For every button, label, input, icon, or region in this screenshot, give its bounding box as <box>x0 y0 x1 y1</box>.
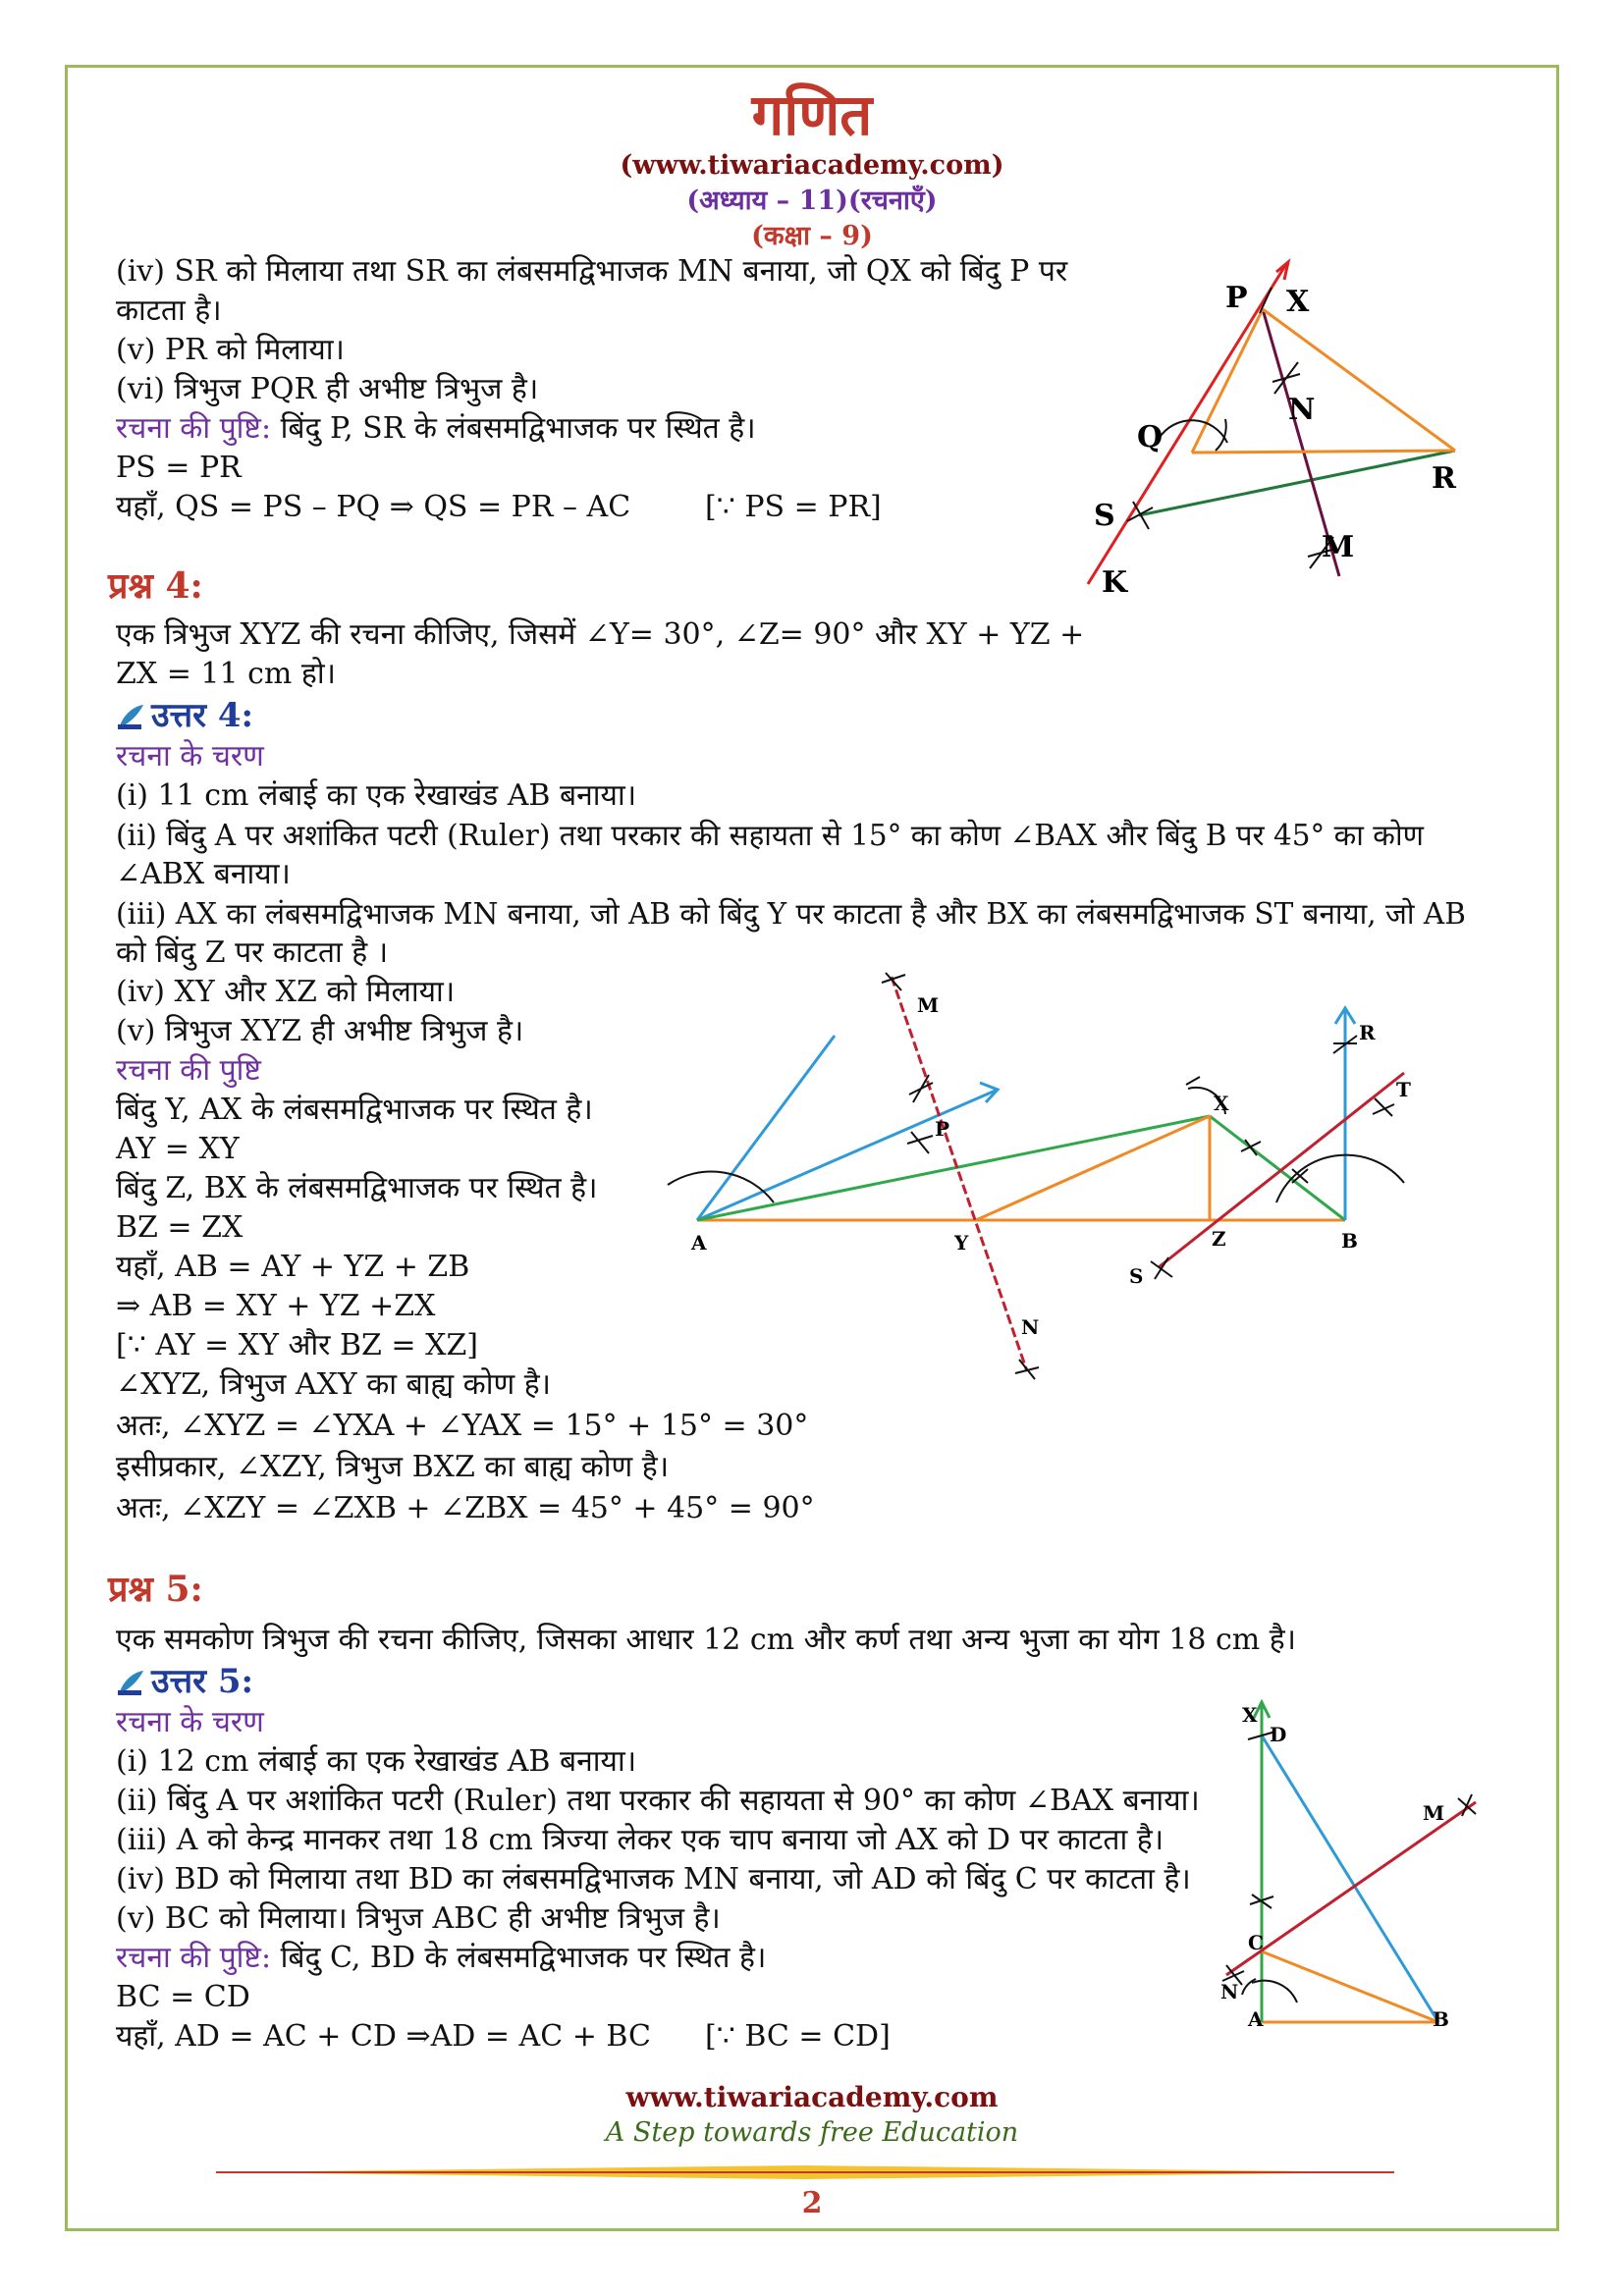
construction-figure-abc <box>1213 1688 1497 2042</box>
a4-step-v: (v) त्रिभुज XYZ ही अभीष्ट त्रिभुज है। <box>116 1014 524 1048</box>
label-p: P <box>1225 281 1248 315</box>
label-a: A <box>1248 2007 1264 2031</box>
equation: यहाँ, AD = AC + CD ⇒AD = AC + BC <box>116 2019 651 2054</box>
question-4-heading: प्रश्न 4: <box>108 565 203 607</box>
label-k: K <box>1102 565 1128 600</box>
a4-verify-line: [∵ AY = XY और BZ = XZ] <box>116 1328 478 1362</box>
a4-verify-line: AY = XY <box>116 1132 240 1166</box>
equation: यहाँ, QS = PS – PQ ⇒ QS = PR – AC <box>116 490 631 524</box>
a5-step-iii: (iii) A को केन्द्र मानकर तथा 18 cm त्रिज्या लेकर एक चाप बनाया जो AX को D पर काटता है। <box>116 1823 1164 1857</box>
class-label: (कक्षा – 9) <box>751 221 873 251</box>
steps-title: रचना के चरण <box>116 739 264 774</box>
steps-title: रचना के चरण <box>116 1705 264 1739</box>
step-vi: (vi) त्रिभुज PQR ही अभीष्ट त्रिभुज है। <box>116 372 539 406</box>
a4-step-iv: (iv) XY और XZ को मिलाया। <box>116 975 456 1009</box>
equation: PS = PR <box>116 451 242 485</box>
a4-verify-line: ⇒ AB = XY + YZ +ZX <box>116 1289 436 1323</box>
equation-reason: [∵ BC = CD] <box>705 2019 891 2054</box>
feather-logo-icon <box>116 703 145 730</box>
a4-verify-line: ∠XYZ, त्रिभुज AXY का बाह्य कोण है। <box>116 1367 551 1402</box>
verification-text: बिंदु C, BD के लंबसमद्विभाजक पर स्थित है। <box>271 1941 767 1975</box>
verification-label: रचना की पुष्टि: <box>116 411 272 446</box>
label-n: N <box>1021 1315 1040 1339</box>
a4-step-i: (i) 11 cm लंबाई का एक रेखाखंड AB बनाया। <box>116 778 637 813</box>
a4-step-iii-line2: को बिंदु Z पर काटता है । <box>116 935 389 970</box>
a5-step-iv: (iv) BD को मिलाया तथा BD का लंबसमद्विभाजक MN बनाया, जो AD को बिंदु C पर काटता है। <box>116 1862 1191 1896</box>
construction-figure-xyz <box>648 967 1424 1389</box>
page-number: 2 <box>801 2186 823 2220</box>
label-z: Z <box>1212 1227 1226 1251</box>
verification-label: रचना की पुष्टि: <box>116 1941 272 1975</box>
a5-step-i: (i) 12 cm लंबाई का एक रेखाखंड AB बनाया। <box>116 1744 637 1779</box>
verification-title: रचना की पुष्टि <box>116 1053 261 1088</box>
a4-verify-line: बिंदु Y, AX के लंबसमद्विभाजक पर स्थित है। <box>116 1093 593 1127</box>
label-x: X <box>1242 1703 1258 1727</box>
label-t: T <box>1396 1078 1411 1101</box>
verification-line <box>116 410 756 448</box>
label-r: R <box>1359 1021 1376 1044</box>
answer-4-heading-text: उत्तर 4: <box>151 696 254 735</box>
verification-text: बिंदु P, SR के लंबसमद्विभाजक पर स्थित है। <box>271 411 756 446</box>
a4-step-iii-line1: (iii) AX का लंबसमद्विभाजक MN बनाया, जो AB को बिंदु Y पर काटता है और BX का लंबसमद्विभाजक ST बनाया, जो AB <box>116 897 1466 931</box>
answer-5-heading <box>116 1663 253 1700</box>
question-4-text-line1: एक त्रिभुज XYZ की रचना कीजिए, जिसमें ∠Y= 30°, ∠Z= 90° और XY + YZ + <box>116 617 1085 652</box>
answer-5-heading-text: उत्तर 5: <box>151 1662 254 1701</box>
step-iv-line2: काटता है। <box>116 294 222 328</box>
verification-line <box>116 1940 766 1977</box>
a5-step-ii: (ii) बिंदु A पर अशांकित पटरी (Ruler) तथा परकार की सहायता से 90° का कोण ∠BAX बनाया। <box>116 1784 1200 1818</box>
label-b: B <box>1433 2007 1449 2031</box>
question-5-text: एक समकोण त्रिभुज की रचना कीजिए, जिसका आधार 12 cm और कर्ण तथा अन्य भुजा का योग 18 cm है। <box>116 1623 1297 1657</box>
label-a: A <box>691 1231 707 1255</box>
label-n: N <box>1288 393 1316 427</box>
label-c: C <box>1248 1931 1264 1954</box>
label-r: R <box>1432 461 1456 496</box>
label-y: Y <box>954 1231 969 1255</box>
label-s: S <box>1094 499 1115 533</box>
construction-figure-pqr <box>1070 250 1483 604</box>
label-x: X <box>1214 1092 1229 1115</box>
footer-tagline: A Step towards free Education <box>605 2117 1019 2148</box>
header-site: (www.tiwariacademy.com) <box>620 150 1004 181</box>
question-4-text-line2: ZX = 11 cm हो। <box>116 657 336 691</box>
equation-reason: [∵ PS = PR] <box>705 490 882 524</box>
label-x: X <box>1286 285 1310 319</box>
a4-verify-line: BZ = ZX <box>116 1210 244 1245</box>
a5-step-v: (v) BC को मिलाया। त्रिभुज ABC ही अभीष्ट त्रिभुज है। <box>116 1901 721 1936</box>
a4-verify-line: बिंदु Z, BX के लंबसमद्विभाजक पर स्थित है। <box>116 1171 598 1205</box>
a4-verify-line: अतः, ∠XZY = ∠ZXB + ∠ZBX = 45° + 45° = 90° <box>116 1491 815 1525</box>
a4-verify-line: इसीप्रकार, ∠XZY, त्रिभुज BXZ का बाह्य कोण है। <box>116 1450 670 1484</box>
footer-site: www.tiwariacademy.com <box>625 2081 999 2113</box>
label-q: Q <box>1137 420 1164 454</box>
label-n: N <box>1220 1980 1239 2003</box>
a4-verify-line: अतः, ∠XYZ = ∠YXA + ∠YAX = 15° + 15° = 30° <box>116 1409 809 1443</box>
question-5-heading: प्रश्न 5: <box>108 1569 203 1610</box>
step-v: (v) PR को मिलाया। <box>116 333 345 367</box>
label-p: P <box>935 1117 950 1141</box>
label-d: D <box>1270 1723 1287 1746</box>
chapter-label: (अध्याय – 11)(रचनाएँ) <box>686 186 938 216</box>
answer-4-heading <box>116 697 253 734</box>
equation: BC = CD <box>116 1980 250 2014</box>
label-s: S <box>1129 1264 1144 1288</box>
step-iv-line1: (iv) SR को मिलाया तथा SR का लंबसमद्विभाजक MN बनाया, जो QX को बिंदु P पर <box>116 254 1068 289</box>
feather-logo-icon <box>116 1669 145 1696</box>
a4-verify-line: यहाँ, AB = AY + YZ + ZB <box>116 1250 470 1284</box>
page-title: गणित <box>751 81 873 148</box>
a4-step-ii-line1: (ii) बिंदु A पर अशांकित पटरी (Ruler) तथा परकार की सहायता से 15° का कोण ∠BAX और बिंदु B पर 45° का कोण <box>116 819 1424 852</box>
label-m: M <box>1423 1801 1445 1825</box>
a4-step-ii-line2: ∠ABX बनाया। <box>116 857 291 891</box>
footer-divider <box>216 2165 1394 2179</box>
label-m: M <box>1322 530 1355 564</box>
label-m: M <box>917 993 940 1017</box>
label-b: B <box>1341 1229 1358 1253</box>
